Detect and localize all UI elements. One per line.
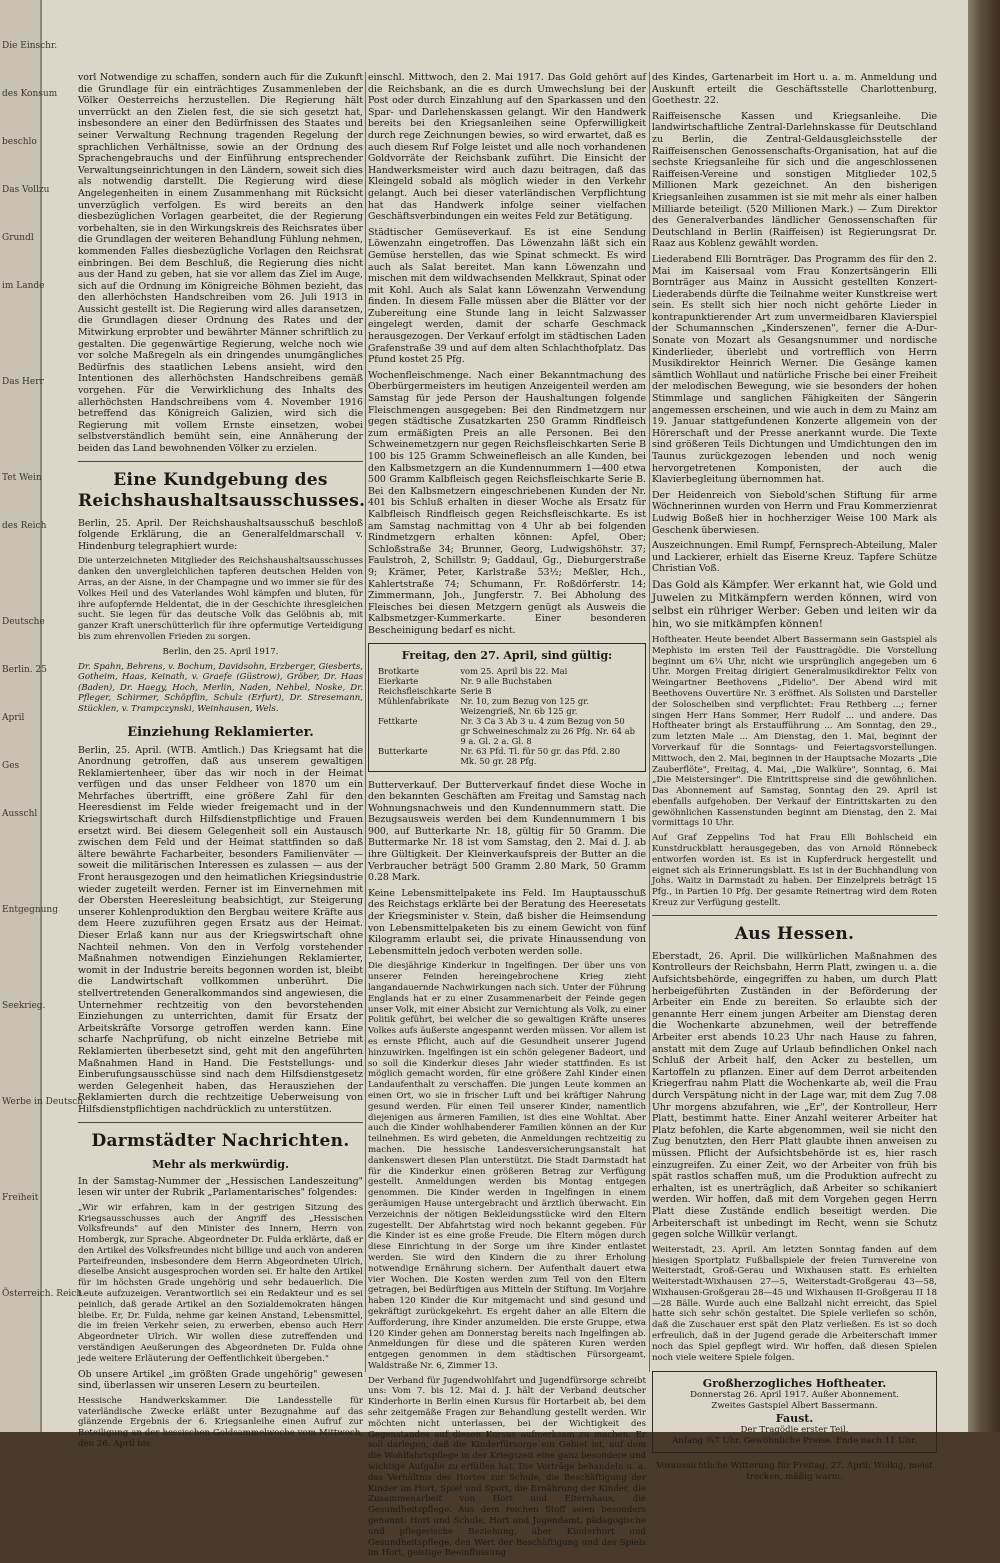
article-quote: „Wir wir erfahren, kam in der gestrigen Sitzung des Kriegsausschusses auch der Angriff des „Hessischen Volksfreunds" auf den Minister des Innern, Herrn von Hombergk, zur Sprache. Abgeordneter Dr. Fulda erklärte, daß er den Artikel des Volksfreundes nicht billige und auch von anderen Parteifreunden, insbesondere dem Herrn Abgeordneten Ulrich, dieselbe Ansicht ausgesprochen worden sei. Er halte den Artikel für im höchsten Grade ungehörig und sehr bedauerlich. Die Leute aufzuzeigen. Verantwortlich sei ein Redakteur und es sei peinlich, daß gerade Artikel an den Sozialdemokraten hängen bleibe. Er, Dr. Fulda, nehme gar keinen Anstand, Lebensmittel, die im freien Verkehr seien, zu erwerben, ebenso auch Herr Abgeordneter Ulrich. Wir wollen diese zutreffenden und verständigen Aeußerungen des Abgeordneten Dr. Fulda ohne jede weitere Erläuterung der Oeffentlichkeit übergeben."	[78, 1202, 363, 1364]
divider	[78, 461, 363, 462]
ration-card-box	[368, 643, 646, 772]
article-quote: Die unterzeichneten Mitglieder des Reichshaushaltsausschusses danken den unvergleichlichen tapferen deutschen Helden von Arras, an der Aisne, in der Champagne und wo immer sie für des Volkes Heil und des Vaterlandes Wohl kämpfen und bluten, für ihre aufopfernde Heldentat, die in der Geschichte ihresgleichen sucht. Sie legen für das deutsche Volk das Gelöbnis ab, mit ganzer Kraft unerschütterlich für ihre opfermutige Verteidigung bis zum ehrenvollen Frieden zu sorgen.	[78, 556, 363, 642]
prev-page-fragment: Werbe in Deutsch	[2, 1097, 84, 1107]
article-date: Berlin, den 25. April 1917.	[162, 646, 279, 657]
divider	[78, 1122, 363, 1123]
article-paragraph: Raiffeisensche Kassen und Kriegsanleihe. Die landwirtschaftliche Zentral-Darlehnskasse für Deutschland zu Berlin, die Zentral-Geldausgleichsstelle der Raiffeisenschen Genossenschafts-Organisation, hat auf die sechste Kriegsanleihe für sich und die angeschlossenen Raiffeisen-Vereine und sonstigen Mitglieder 102,5 Millionen Mark gezeichnet. An den bisherigen Kriegsanleihen zusammen ist sie mit mehr als einer halben Milliarde beteiligt. (520 Millionen Mark.) — Zum Direktor des Generalverbandes ländlicher Genossenschaften für Deutschland in Berlin (Raiffeisen) ist Regierungsrat Dr. Raaz aus Koblenz gewählt worden.	[652, 110, 937, 250]
ration-detail: Nr. 10, zum Bezug von 125 gr. Weizengrieß, Nr. 6b 125 gr.	[460, 695, 589, 716]
column-rule	[649, 72, 650, 1372]
ration-item: Fettkarte	[378, 715, 418, 726]
ration-item: Eierkarte	[378, 675, 419, 686]
article-paragraph: Ob unsere Artikel „im größten Grade ungehörig" gewesen sind, überlassen wir unseren Lesern zu beurteilen.	[78, 1368, 363, 1392]
prev-page-fragment: Ausschl	[2, 809, 38, 819]
theatre-title: Großherzogliches Hoftheater.	[702, 1377, 887, 1391]
article-paragraph: Berlin, 25. April. Der Reichshaushaltsausschuß beschloß folgende Erklärung, die an Generalfeldmarschall v. Hindenburg telegraphiert wurde:	[78, 517, 363, 552]
weather-forecast: Voraussichtliche Witterung für Freitag, 27. April: Wolkig, meist trocken, mäßig warm.	[656, 1461, 933, 1483]
article-gold: Das Gold als Kämpfer. Wer erkannt hat, wie Gold und Juwelen zu Mitkämpfern werden können, wird von selbst ein rühriger Werber: Geben und leiten wir da hin, wo sie mitkämpfen können!	[652, 578, 937, 630]
prev-page-fragment: Seekrieg.	[2, 1001, 46, 1011]
article-paragraph: Liederabend Elli Bornträger. Das Programm des für den 2. Mai im Kaisersaal vom Frau Konzertsängerin Elli Bornträger aus Mainz in Aussicht gestellten Konzert-Liederabends dürfte die Teilnahme weiter Kunstkreise wert sein. Es stellt sich hier noch nicht gehörte Lieder in kontrapunktierender Art zum unvermeidbaren Klavierspiel der Schumannschen „Kinderszenen", ferner die A-Dur-Sonate von Mozart als Gesangsnummer und nordische Kinderlieder, überlebt und vortrefflich von Herrn Musikdirektor Heinrich Werner. Die Gesänge kamen sämtlich Wohllaut und natürliche Frische bei einer Freiheit der melodischen Bewegung, wie sie besonders der hohen Stimmlage und sanglichen Fähigkeiten der Sängerin angemessen erscheinen, und wie auch in dem zu Mainz am 19. Januar stattgefundenen Konzerte allgemein von der Hörerschaft und der Presse anerkannt wurde. Die Texte sind größeren Teils Dichtungen und Umdichtungen den im Taunus zurückgezogen lebenden und noch wenig hervorgetretenen Komponisten, der auch die Klavierbegleitung übernommen hat.	[652, 253, 937, 486]
ration-box-title: Freitag, den 27. April, sind gültig:	[401, 648, 613, 662]
article-paragraph: Hessische Handwerkskammer. Die Landesstelle für vaterländische Zwecke erläßt unter Bezugnahme auf das glänzende Ergebnis der 6. Kriegsanleihe einen Aufruf zur Beteiligung an der hessischen Goldsammelwoche vom Mittwoch, den 26. April bis	[78, 1395, 363, 1450]
article-paragraph: Hoftheater. Heute beendet Albert Bassermann sein Gastspiel als Mephisto im ersten Teil der Fausttragödie. Die Vorstellung beginnt um 6¼ Uhr, nicht wie ursprünglich angegeben um 6 Uhr. Morgen Freitag dirigiert Generalmusikdirektor Felix von Weingartner Beethovens „Fidelio". Der Abend wird mit Beethovens Ouvertüre Nr. 3 eröffnet. Als Solisten und Darsteller der Soloscheiben sind verpflichtet: Frau Rethberg ...; ferner singen Herr Hans Sommer, Herr Rudolf ... und andere. Das Hoftheater bringt als Erstaufführung ... Am Sonntag, den 29., zum letzten Male ... Am Dienstag, den 1. Mai, beginnt der Vorverkauf für die Sonntags- und Feiertagsvorstellungen. Mittwoch, den 2. Mai, beginnen in der Hauptsache Mozarts „Die Zauberflöte", Freitag, 4. Mai, „Die Walküre", Sonntag, 6. Mai „Die Meistersinger". Die Eintrittspreise sind die gewöhnlichen. Das Abonnement auf Samstag, Sonntag den 29. April ist ebenfalls aufgehoben. Der Verkauf der Eintrittskarten zu den gewöhnlichen Kassenstunden beginnt am Dienstag, den 2. Mai vormittags 10 Uhr.	[652, 634, 937, 829]
book-spine	[968, 0, 1000, 1432]
prev-page-fragment: Freiheit	[2, 1193, 39, 1203]
prev-page-fragment: im Lande	[2, 281, 45, 291]
prev-page-fragment: Tet Wein	[2, 473, 42, 483]
headline-aus-hessen: Aus Hessen.	[734, 923, 855, 944]
article-paragraph: einschl. Mittwoch, den 2. Mai 1917. Das Gold gehört auf die Reichsbank, an die es durch Umwechslung bei der Post oder durch Einzahlung auf den Sparkassen und den Spar- und Darlehenskassen gelangt. Wir den Handwerk bereits bei den Kriegsanleihen seine Opferwilligkeit durch rege Zeichnungen bewies, so wird erwartet, daß es auch diesem Ruf Folge leistet und alle noch vorhandenen Goldvorräte der Reichsbank zuführt. Die Einsicht der Handwerksmeister wird auch dazu beitragen, daß das Kleingeld sobald als möglich wieder in den Verkehr gelangt. Auch bei dieser vaterländischen Verpflichtung hat das Handwerk infolge seiner vielfachen Geschäftsverbindungen ein weites Feld zur Betätigung.	[368, 72, 646, 223]
ration-item: Butterkarte	[378, 745, 428, 756]
article-paragraph: Keine Lebensmittelpakete ins Feld. Im Hauptausschuß des Reichstags erklärte bei der Beratung des Heeresetats der Kriegsminister v. Stein, daß bisher die Heimsendung von Lebensmittelpaketen bis zu einem Gewicht von fünf Kilogramm erlaubt sei, die private Hinaussendung von Lebensmitteln jedoch verboten werden solle.	[368, 887, 646, 957]
column-2	[368, 72, 646, 1563]
previous-page-edge	[0, 0, 84, 1432]
prev-page-fragment: Das Herr	[2, 377, 44, 387]
ration-detail: Nr. 3 Ca 3 Ab 3 u. 4 zum Bezug von 50 gr Schweineschmalz zu 26 Pfg. Nr. 64 ab 9 a. Gl. 2 a. Gl. 8	[460, 715, 636, 746]
column-rule	[365, 72, 366, 1372]
theatre-line: Der Tragödie erster Teil.	[740, 1425, 849, 1436]
prev-page-fragment: Das Vollzu	[2, 185, 50, 195]
prev-page-fragment: Österreich. Reich	[2, 1289, 83, 1299]
article-paragraph: Eberstadt, 26. April. Die willkürlichen Maßnahmen des Kontrolleurs der Reichsbahn, Herrn Platt, zwingen u. a. die Aufsichtsbehörde, eingegriffen zu haben, um durch Platt herbeigeführten Zuständen in der Beförderung der Arbeiter ein Ende zu bereiten. So erlaubte sich der genannte Herr einem jungen Arbeiter am Dienstag deren die Wochenkarte abzunehmen, weil der betreffende Arbeiter erst abends 10.23 Uhr nach Hause zu fahren, anstatt mit dem Zuge auf Urlaub befindlichen Onkel nach Schluß der Arbeit half, den Acker zu bestellen, um Kartoffeln zu pflanzen. Einer auf dem Derrot arbeitenden Kriegerfrau nahm Platt die Wochenkarte ab, weil die Frau durch Verspätung nicht in der Lage war, mit dem Zug 7.08 Uhr morgens abzufahren, wie „Er", der Kontrolleur, Herr Platt, bestimmt hatte. Einer Anzahl weiterer Arbeiter hat Platz befohlen, die Karte abgenommen, weil sie nicht den Zug benutzten, den Herr Platt glaubte ihnen anweisen zu müssen. Pflicht der Aufsichtsbehörde ist es, hier rasch einzugreifen. Zu einer Zeit, wo der Arbeiter von früh bis spät rastlos schaffen muß, um die Produktion aufrecht zu erhalten, ist es unerträglich, daß Arbeiter so schikaniert werden. Wir hoffen, daß mit dem Vorgehen gegen Herrn Platt diese Zustände endlich beseitigt werden. Die Arbeiterschaft ist unbedingt im Recht, wenn sie Schutz gegen solche Willkür verlangt.	[652, 950, 937, 1241]
divider	[652, 915, 937, 916]
prev-page-fragment: April	[2, 713, 25, 723]
ration-detail: Serie B	[460, 685, 492, 696]
article-austria-continuation: vorl Notwendige zu schaffen, sondern auch für die Zukunft die Grundlage für ein einträchtiges Zusammenleben der Völker Oesterreichs herzustellen. Die Regierung hält unverrückt an den Zielen fest, die sie sich gesetzt hat, insbesondere an einer den Bedürfnissen des Staates und seiner Verwaltung Rechnung tragenden Regelung der sprachlichen Verhältnisse, sowie an der Ordnung des Sprachengebrauchs und der Einführung entsprechender Verwaltungseinrichtungen in den Ländern, soweit sich dies als notwendig darstellt. Die Regierung wird diese Angelegenheiten in einem Zusammenhang mit Rücksicht unverzüglich verfolgen. Es wird bereits an den diesbezüglichen Vorlagen gearbeitet, die der Regierung vorbehalten, sie in den Wirkungskreis des Reichsrates über die Grundlagen der weiteren Behandlung Fühlung nehmen, kommenden Falles diesbezügliche Vorlagen den Reichsrat einbringen. Bei dem Beschluß, die Regierung dies nicht aus der Hand zu geben, hat sie vor allem das Ziel im Auge, sich auf die Ordnung im Königreiche Böhmen bezieht, das den allerhöchsten Handschreiben vom 26. Juli 1913 in Aussicht gestellt ist. Die Regierung wird alles daransetzen, die Grundlagen dieser Ordnung des Rates und der Mitwirkung erprobter und bewährter Männer schriftlich zu gestalten. Die gegenwärtige Regierung, welche noch wie vor solche Maßregeln als ein dringendes unumgängliches Bedürfnis des staatlichen Lebens ansieht, wird den Intentionen des allerhöchsten Handschreibens gemäß vorgehen. Für die Verwirklichung des Inhalts des allerhöchsten Handschreibens vom 4. November 1916 betreffend das Königreich Galizien, wird sich die Regierung mit vollem Ernste einsetzen, wobei selbstverständlich bemüht sein, eine Annäherung der beiden das Land bewohnenden Völker zu erzielen.	[78, 72, 363, 454]
article-paragraph: In der Samstag-Nummer der „Hessischen Landeszeitung" lesen wir unter der Rubrik „Parlamentarisches" folgendes:	[78, 1175, 363, 1199]
ration-item: Reichsfleischkarte	[378, 685, 457, 696]
prev-page-fragment: Die Einschr.	[2, 41, 58, 51]
ration-table	[376, 666, 638, 766]
prev-page-fragment: beschlo	[2, 137, 37, 147]
prev-page-fragment: Ges	[2, 761, 20, 771]
ration-item: Mühlenfabrikate	[378, 695, 449, 706]
article-paragraph: Weiterstadt, 23. April. Am letzten Sonntag fanden auf dem hiesigen Sportplatz Fußballspiele der freien Turnvereine von Weiterstadt, Groß-Gerau und Wixhausen statt. Es erhielten Weiterstadt-Wixhausen 27—5, Weiterstadt-Großgerau 43—58, Wixhausen-Großgerau 28—45 und Wixhausen II-Großgerau II 18—28 Bälle. Wurde auch eine Ballzahl nicht erreicht, das Spiel hatte sich sehr schön gestaltet. Die Spiele verliefen so schön, daß die Zuschauer erst spät den Platz verließen. Es ist so doch erfreulich, daß in der Jugend gerade die Arbeiterschaft immer noch das Spiel gepflegt wird. Wir hoffen, daß diesen Spielen noch viele weitere Spiele folgen.	[652, 1244, 937, 1363]
headline-einziehung: Einziehung Reklamierter.	[127, 724, 314, 740]
theatre-play: Faust.	[775, 1412, 814, 1426]
ration-row	[376, 696, 638, 716]
ration-row	[376, 716, 638, 746]
headline-reichshaushalt: Eine Kundgebung des Reichshaushaltsausschusses.	[78, 469, 366, 511]
ration-detail: vom 25. April bis 22. Mai	[460, 665, 568, 676]
article-paragraph: Auf Graf Zeppelins Tod hat Frau Elli Bohlscheid ein Kunstdruckblatt herausgegeben, das von Arnold Rönnebeck entworfen worden ist. Es ist in Kupferdruck hergestellt und eignet sich als Erinnerungsblatt. Es ist in der Buchhandlung von Johs. Waitz in Darmstadt zu haben. Der Einzelpreis beträgt 15 Pfg., in Partien 10 Pfg. Der gesamte Reinertrag wird dem Roten Kreuz zur Verfügung gestellt.	[652, 833, 937, 909]
prev-page-fragment: des Reich	[2, 521, 47, 531]
column-1	[78, 72, 366, 1454]
subheadline: Mehr als merkwürdig.	[152, 1157, 289, 1171]
theatre-line: Anfang ¾7 Uhr. Gewöhnliche Preise. Ende nach 11 Uhr.	[672, 1436, 917, 1447]
article-paragraph: Berlin, 25. April. (WTB. Amtlich.) Das Kriegsamt hat die Anordnung getroffen, daß aus unserem gewaltigen Reklamiertenheer, über das wir noch in der Heimat verfügen und das unser Feldheer von 1870 um ein Mehrfaches übertrifft, eine größere Zahl für den Heeresdienst im Felde wieder freigemacht und in der Kriegswirtschaft durch Hilfsdienstpflichtige und Frauen ersetzt wird. Bei diesem Gelegenheit soll ein Austausch zwischen dem Feld und der Heimat stattfinden so daß ältere bewährte Facharbeiter, besonders Familienväter — soweit die militärischen Interessen es zulassen — aus der Front herausgezogen und den heimatlichen Kriegsindustrie wieder zugeteilt werden. Ferner ist im Einvernehmen mit der Obersten Heeresleitung beabsichtigt, zur Steigerung unserer Kohlenproduktion den Bergbau weitere Kräfte aus dem Heere zuzuführen gegen Ersatz aus der Heimat. Dieser Erlaß kann nur aus der Kriegswirtschaft ohne Nachteil nehmen. Von den in Verfolg vorstehender Maßnahmen notwendigen Einziehungen Reklamierter, womit in der Industrie bereits begonnen worden ist, bleibt die Landwirtschaft vollkommen unberührt. Die stellvertretenden Generalkommandos sind angewiesen, die Unternehmer rechtzeitig von den bevorstehenden Einziehungen zu unterrichten, damit für Ersatz der Arbeitskräfte Vorsorge getroffen werden kann. Eine scharfe Nachprüfung, ob nicht einzelne Betriebe mit Reklamierten überbesetzt sind, geht mit den angeführten Maßnahmen Hand in Hand. Die Feststellungs- und Einberufungsausschüsse sind nach dem Hilfsdienstgesetz werden Gelegenheit haben, das Herausziehen der Reklamierten durch die rechtzeitige Ueberweisung von Hilfsdienstpflichtigen nachdrücklich zu unterstützen.	[78, 744, 363, 1115]
prev-page-fragment: Grundl	[2, 233, 34, 243]
article-paragraph: Wochenfleischmenge. Nach einer Bekanntmachung des Oberbürgermeisters im heutigen Anzeigenteil werden am Samstag für jede Person der Haushaltungen folgende Fleischmengen ausgegeben: Bei den Rindmetzgern nur gegen städtische Zusatzkarten 250 Gramm Rindfleisch zum ermäßigten Preis an alle Personen. Bei den Schweinemetzgern nur gegen Reichsfleischkarten Serie B 100 bis 125 Gramm Schweinefleisch an alle Kunden, bei den Kalbsmetzgern an die Kundennummern 1—400 etwa 500 Gramm Kalbfleisch gegen Reichsfleischkarte Serie B. Bei den Kalbsmetzern eingeschriebenen Kunden der Nr. 401 bis Schluß erhalten in dieser Woche als Ersatz für Kalbfleisch Rindfleisch gegen Reichsfleischkarte. Es ist am Samstag nachmittag von 4 Uhr ab bei folgenden Rindmetzgern erhalten können: Apfel, Ober; Schloßstraße 34; Brunner, Georg, Ludwigshöhstr. 37; Faulstroh, 2, Schillstr. 9; Gaddaul, Gg., Dieburgerstraße 9; Krämer, Peter, Karlstraße 53½; Meßler, Hch., Kahlertstraße 74; Schumann, Fr. Roßdörferstr. 14; Zimmermann, Joh., Jungferstr. 7. Bei Abholung des Fleisches bei diesen Metzgern genügt als Ausweis die Kalbsmetzger-Kummerkarte. Einer besonderen Bescheinigung bedarf es nicht.	[368, 369, 646, 636]
ration-detail: Nr. 63 Pfd. Tl. für 50 gr. das Pfd. 2.80 Mk. 50 gr. 28 Pfg.	[460, 745, 621, 766]
ration-row	[376, 686, 638, 696]
ration-row	[376, 676, 638, 686]
theatre-notice	[652, 1371, 937, 1453]
theatre-line: Zweites Gastspiel Albert Bassermann.	[711, 1401, 878, 1412]
theatre-line: Donnerstag 26. April 1917. Außer Abonnement.	[690, 1390, 899, 1401]
article-paragraph: Die diesjährige Kinderkur in Ingelfingen. Der über uns von unserer Feinden hereingebrochene Krieg zieht langandauernde Nachwirkungen nach sich. Unter der Führung Englands hat er zu einer Zusammenarbeit der Feinde gegen unser Volk, mit einer Absicht zur Vernichtung als Volk, zu einer Politik geführt, bei welcher die so gewaltigen Kräfte unseres Volkes aufs äußerste angespannt werden müssen. Vor allem ist es ernste Pflicht, auch auf die Gesundheit unserer Jugend hinzuwirken. Ingelfingen ist ein schön gelegener Badeort, und so soll die Kinderkur dieses Jahr wieder stattfinden. Es ist möglich gemacht worden, für eine größere Zahl Kinder einen Landaufenthalt zu verschaffen. Die jungen Leute kommen an einen Ort, wo sie in frischer Luft und bei kräftiger Nahrung gesund werden. Für einen Teil unserer Kinder, namentlich diejenigen aus ärmeren Familien, ist dies eine Wohltat. Aber auch die Kinder wohlhabenderer Familien können an der Kur teilnehmen. Es wird gebeten, die Anmeldungen rechtzeitig zu machen. Die hessische Landesversicherungsanstalt hat dankenswert diesen Plan unterstützt. Die Stadt Darmstadt hat für die Kinderkur einen größeren Betrag zur Verfügung gestellt. Anmeldungen werden bis Montag entgegen genommen. Die Kinder werden in Ingelfingen in einem geräumigen Hause untergebracht und ärztlich überwacht. Ein Verzeichnis der nötigen Bekleidungsstücke wird den Eltern zugestellt. Der Abfahrtstag wird noch bekannt gegeben. Für die Kinder ist es eine große Freude. Die Eltern mögen durch diese Einrichtung in der Sorge um ihre Kinder entlastet werden. Sie wird den Kindern die zu ihrer Erholung notwendige Ernährung sichern. Der Aufenthalt dauert etwa vier Wochen. Die Kosten werden zum Teil von den Eltern getragen, bei Bedürftigen aus Mitteln der Stiftung. Im Vorjahre haben 120 Kinder die Kur mitgemacht und sind gesund und gekräftigt zurückgekehrt. Es ergeht daher an alle Eltern die Aufforderung, ihre Kinder anzumelden. Die erste Gruppe, etwa 120 Kinder gehen am Donnerstag bereits nach Ingelfingen ab. Anmeldungen für diese und die späteren Kuren werden entgegen genommen in dem städtischen Fürsorgeamt, Waldstraße Nr. 6, Zimmer 13.	[368, 961, 646, 1371]
article-paragraph: des Kindes, Gartenarbeit im Hort u. a. m. Anmeldung und Auskunft erteilt die Geschäftsstelle Charlottenburg, Goethestr. 22.	[652, 72, 937, 107]
article-signers: Dr. Spahn, Behrens, v. Bochum, Davidsohn, Erzberger, Giesberts, Gotheim, Haas, Keinath, v. Graefe (Güstrow), Gröber, Dr. Haas (Baden), Dr. Haegy, Hoch, Merlin, Naden, Nehbel, Noske, Dr. Pfleger, Schirmer, Schöpflin, Schulz (Erfurt), Dr. Stresemann, Stücklen, v. Trampczynski, Weinhausen, Wels.	[78, 661, 363, 714]
prev-page-fragment: des Konsum	[2, 89, 58, 99]
article-paragraph: Auszeichnungen. Emil Rumpf, Fernsprech-Abteilung, Maler und Lackierer, erhielt das Eiserne Kreuz. Tapfere Schütze Christian Voß.	[652, 540, 937, 575]
article-paragraph: Städtischer Gemüseverkauf. Es ist eine Sendung Löwenzahn eingetroffen. Das Löwenzahn läßt sich ein Gemüse herstellen, das wie Spinat schmeckt. Es wird auch als Salat bereitet. Man kann Löwenzahn und mischen mit dem wildwachsenden Melkkraut, Spinat oder mit Kohl. Auch als Salat kann Löwenzahn Verwendung finden. In diesem Falle müssen aber die Blätter vor der Zubereitung eine Stunde lang in leicht Salzwasser eingelegt werden, damit der scharfe Geschmack herausgezogen. Der Verkauf erfolgt im städtischen Laden Grafenstraße 39 und auf dem alten Schlachthofplatz. Das Pfund kostet 25 Pfg.	[368, 226, 646, 366]
headline-darmstaedter-nachrichten: Darmstädter Nachrichten.	[91, 1130, 350, 1151]
prev-page-fragment: Berlin. 25	[2, 665, 47, 675]
ration-row	[376, 746, 638, 766]
ration-detail: Nr. 9 alle Buchstaben	[460, 675, 553, 686]
column-3	[652, 72, 937, 1483]
ration-row	[376, 666, 638, 676]
prev-page-fragment: Deutsche	[2, 617, 45, 627]
article-paragraph: Der Verband für Jugendwohlfahrt und Jugendfürsorge schreibt uns: Vom 7. bis 12. Mai d. J. hält der Verband deutscher Kinderhorte in Berlin einen Kursus für Hortarbeit ab, bei dem sehr zeitgemäße Fragen zur Behandlung gestellt werden. Wir möchten nicht unterlassen, bei der Wichtigkeit des Gegenstandes auf diesen Kursus aufmerksam zu machen. Er soll darlegen, daß die Kinderfürsorge ein Gebiet ist, auf dem die Wohlfahrtspflege in der Kriegszeit eine ganz besondere und wichtige Aufgabe zu erfüllen hat. Die Vorträge behandeln u. a. das Verhältnis des Hortes zur Schule, die Beschäftigung der Kinder im Hort, Spiel und Sport, die Ernährung der Kinder, die Zusammenarbeit von Hort und Elternhaus, die Gesundheitspflege. Aus dem reichen Stoff seien besonders genannt: Hort und Schule, Hort und Jugendamt, pädagogische und pflegerische Beziehung, über Kinderhort und Gesundheitspflege, den Wert der Beschäftigung und des Spiels im Hort, geistige Beeinflussung	[368, 1375, 646, 1559]
article-paragraph: Butterverkauf. Der Butterverkauf findet diese Woche in den bekannten Geschäften am Freitag und Samstag nach Wohnungsnachweis und den Kundennummern statt. Die Bezugsausweis werden bei dem Kundennummern 1 bis 900, auf Butterkarte Nr. 18, gültig für 50 Gramm. Die Buttermarke Nr. 18 ist vom Samstag, den 2. Mai d. J. ab ihre Gültigkeit. Der Kleinverkaufspreis der Butter an die Verbraucher beträgt 500 Gramm 2.80 Mark, 50 Gramm 0.28 Mark.	[368, 779, 646, 884]
ration-item: Brotkarte	[378, 665, 419, 676]
article-paragraph: Der Heidenreich von Siebold'schen Stiftung für arme Wöchnerinnen wurden von Herrn und Frau Kommerzienrat Ludwig Boßeß hier in hochherziger Weise 100 Mark als Geschenk überwiesen.	[652, 489, 937, 536]
prev-page-fragment: Entgegnung	[2, 905, 58, 915]
